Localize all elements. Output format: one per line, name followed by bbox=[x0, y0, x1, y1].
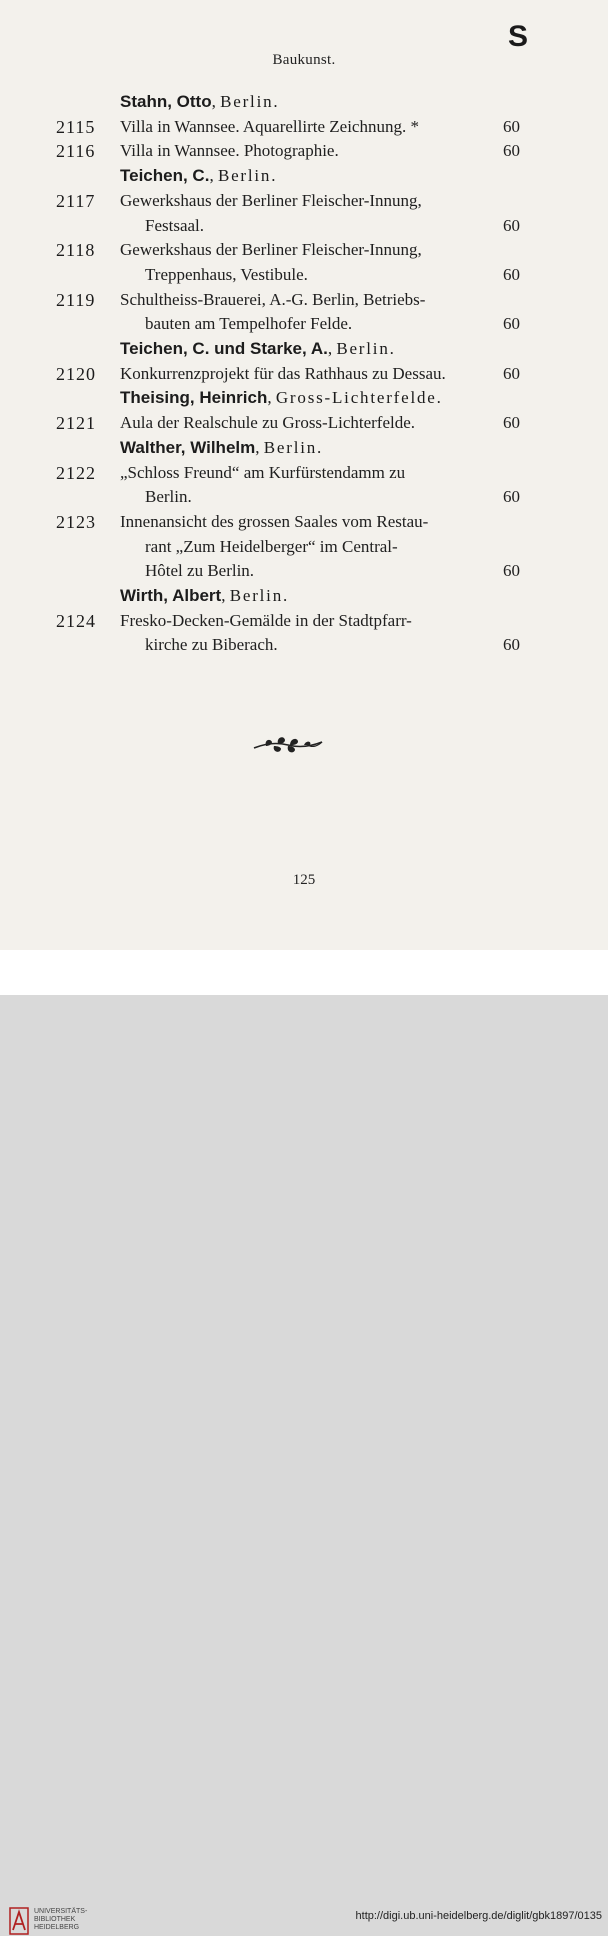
artist-heading bbox=[120, 388, 443, 408]
catalog-number: 2115 bbox=[56, 116, 96, 137]
catalog-number: 2120 bbox=[56, 363, 96, 384]
artist-separator: , bbox=[209, 166, 218, 186]
entry-price: 60 bbox=[503, 487, 520, 507]
entry-title-continued: Hôtel zu Berlin. bbox=[145, 561, 255, 581]
catalog-number: 2117 bbox=[56, 190, 96, 211]
entry-price: 60 bbox=[503, 413, 520, 433]
library-name bbox=[34, 1908, 87, 1932]
footer-bar bbox=[0, 950, 608, 1931]
artist-name: Teichen, C. und Starke, A. bbox=[120, 339, 328, 358]
entry-title-continued: Festsaal. bbox=[145, 215, 205, 235]
entry-price: 60 bbox=[503, 314, 520, 334]
entry-title-continued: kirche zu Biberach. bbox=[145, 635, 278, 655]
source-url-link[interactable]: http://digi.ub.uni-heidelberg.de/diglit/gbk1897/0135 bbox=[355, 1910, 602, 1922]
artist-heading bbox=[120, 339, 396, 359]
entry-price: 60 bbox=[503, 116, 520, 136]
artist-separator: , bbox=[211, 92, 221, 111]
entry-title: Fresko-Decken-Gemälde in der Stadtpfarr- bbox=[120, 610, 412, 630]
artist-separator: , bbox=[221, 586, 230, 605]
entry-title: Aula der Realschule zu Gross-Lichterfelde. bbox=[120, 413, 416, 433]
entry-title: Gewerkshaus der Berliner Fleischer-Innung, bbox=[120, 240, 422, 260]
catalog-number: 2118 bbox=[56, 240, 96, 261]
page-number: 125 bbox=[292, 872, 316, 888]
entry-title: Villa in Wannsee. Photographie. bbox=[120, 141, 339, 161]
entry-title-continued: rant „Zum Heidelberger“ im Central- bbox=[145, 536, 398, 556]
catalog-number: 2116 bbox=[56, 141, 96, 162]
catalog-number: 2123 bbox=[56, 511, 96, 532]
artist-city: Gross-Lichterfelde. bbox=[275, 388, 443, 408]
entry-title: Schultheiss-Brauerei, A.-G. Berlin, Betriebs- bbox=[120, 289, 426, 309]
entry-title: „Schloss Freund“ am Kurfürstendamm zu bbox=[120, 462, 406, 482]
library-name-line: BIBLIOTHEK bbox=[34, 1916, 76, 1923]
artist-heading bbox=[120, 438, 323, 458]
entry-title: Gewerkshaus der Berliner Fleischer-Innung, bbox=[120, 190, 422, 210]
library-name-line: HEIDELBERG bbox=[34, 1924, 80, 1931]
catalog-page bbox=[0, 0, 608, 950]
artist-heading bbox=[120, 586, 289, 606]
entry-price: 60 bbox=[503, 264, 520, 284]
artist-city: Berlin. bbox=[336, 339, 396, 358]
entry-title-continued: Berlin. bbox=[145, 487, 192, 507]
entry-price: 60 bbox=[503, 215, 520, 235]
artist-name: Teichen, C. bbox=[120, 166, 210, 186]
entry-price: 60 bbox=[503, 561, 520, 581]
entry-price: 60 bbox=[503, 141, 520, 161]
entry-title: Villa in Wannsee. Aquarellirte Zeichnung. * bbox=[120, 116, 419, 136]
artist-name: Theising, Heinrich bbox=[120, 388, 268, 408]
catalog-number: 2122 bbox=[56, 462, 96, 483]
page-header: Baukunst. bbox=[272, 52, 336, 68]
entry-title-continued: Treppenhaus, Vestibule. bbox=[145, 264, 308, 284]
library-name-line: UNIVERSITÄTS- bbox=[34, 1908, 88, 1915]
catalog-number: 2121 bbox=[56, 413, 96, 434]
artist-name: Stahn, Otto bbox=[120, 92, 212, 111]
library-logo-icon bbox=[8, 1906, 30, 1936]
artist-heading bbox=[120, 166, 277, 186]
catalog-number: 2119 bbox=[56, 289, 96, 310]
artist-city: Berlin. bbox=[229, 586, 290, 605]
artist-city: Berlin. bbox=[220, 92, 280, 111]
entry-title: Innenansicht des grossen Saales vom Restau- bbox=[120, 511, 429, 531]
artist-separator: , bbox=[267, 388, 276, 408]
catalog-number: 2124 bbox=[56, 610, 96, 631]
artist-city: Berlin. bbox=[263, 437, 324, 457]
artist-separator: , bbox=[255, 437, 264, 457]
entry-price: 60 bbox=[503, 363, 520, 383]
artist-city: Berlin. bbox=[217, 166, 278, 186]
entry-title-continued: bauten am Tempelhofer Felde. bbox=[145, 314, 353, 334]
entry-title: Konkurrenzprojekt für das Rathhaus zu Dessau. bbox=[120, 363, 446, 383]
entry-price: 60 bbox=[503, 635, 520, 655]
artist-separator: , bbox=[327, 339, 337, 358]
artist-name: Walther, Wilhelm bbox=[120, 437, 256, 457]
signature-mark: S bbox=[508, 20, 529, 53]
ornament-icon bbox=[252, 732, 324, 758]
artist-heading bbox=[120, 92, 279, 112]
artist-name: Wirth, Albert bbox=[120, 586, 222, 605]
